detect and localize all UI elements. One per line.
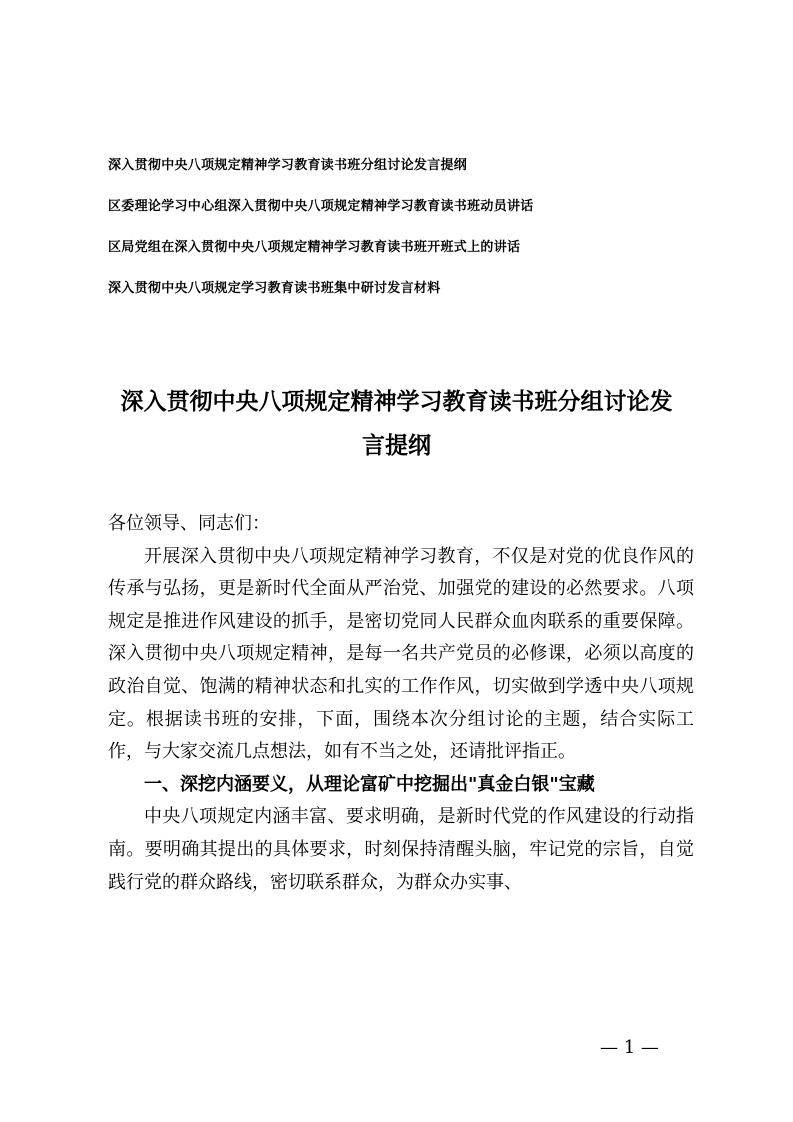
document-title [100,380,693,468]
body-paragraph: 开展深入贯彻中央八项规定精神学习教育，不仅是对党的优良作风的传承与弘扬，更是新时代全面从严治党、加强党的建设的必然要求。八项规定是推进作风建设的抓手，是密切党同人民群众血肉联系的重要保障。深入贯彻中央八项规定精神，是每一名共产党员的必修课，必须以高度的政治自觉、饱满的精神状态和扎实的工作作风，切实做到学透中央八项规定。根据读书班的安排，下面，围绕本次分组讨论的主题，结合实际工作，与大家交流几点想法，如有不当之处，还请批评指正。 [108,545,694,763]
document-body [108,508,694,899]
related-article-link[interactable]: 深入贯彻中央八项规定精神学习教育读书班分组讨论发言提纲 [108,158,468,173]
section-heading: 一、深挖内涵要义，从理论富矿中挖掘出"真金白银"宝藏 [144,773,595,795]
related-article-link[interactable]: 区委理论学习中心组深入贯彻中央八项规定精神学习教育读书班动员讲话 [108,199,534,214]
related-article-link[interactable]: 深入贯彻中央八项规定学习教育读书班集中研讨发言材料 [108,281,441,296]
page-number: — 1 — [600,1037,659,1058]
document-title-line2: 言提纲 [362,433,431,459]
related-article-link[interactable]: 区局党组在深入贯彻中央八项规定精神学习教育读书班开班式上的讲话 [108,240,521,255]
document-title-line1: 深入贯彻中央八项规定精神学习教育读书班分组讨论发 [120,389,673,415]
related-articles-list [108,156,708,320]
salutation: 各位领导、同志们： [108,513,270,534]
body-paragraph: 中央八项规定内涵丰富、要求明确，是新时代党的作风建设的行动指南。要明确其提出的具体要求，时刻保持清醒头脑，牢记党的宗旨，自觉践行党的群众路线，密切联系群众，为群众办实事、 [108,806,694,893]
